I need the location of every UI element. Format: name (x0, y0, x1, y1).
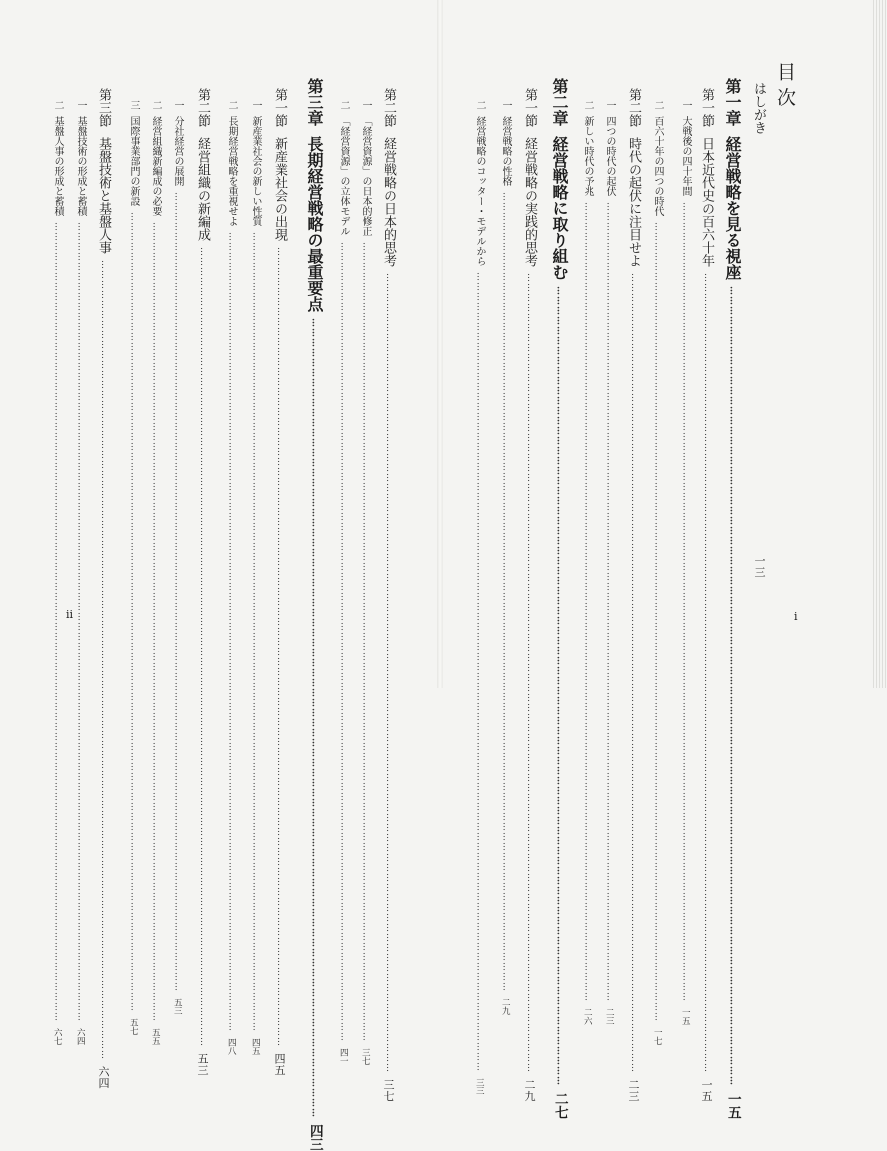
entry-label: 大戦後の四十年間 (680, 116, 691, 196)
entry-number: 一 (360, 100, 371, 110)
leader-dots: …………………………………………………………………………………………………………………………………………………………………………………………………………………… (554, 286, 565, 1086)
leader-dots: …………………………………………………………………………………………………………………………………………………………………………………………………………………… (150, 222, 161, 1022)
entry-page: 二三 (604, 1008, 615, 1025)
toc-entry (723, 78, 742, 1120)
entry-page: 六四 (75, 1028, 86, 1045)
entry-page: 四五 (273, 1053, 287, 1076)
toc-entry (150, 100, 161, 1045)
entry-label: 四つの時代の起伏 (604, 116, 615, 196)
entry-page: 六七 (52, 1028, 63, 1045)
entry-number: 第二章 (550, 78, 569, 126)
leader-dots: …………………………………………………………………………………………………………………………………………………………………………………………………………………… (702, 273, 712, 1073)
entry-number: 一 (500, 100, 511, 110)
entry-label: 時代の起伏に注目せよ (626, 137, 641, 267)
entry-number: 第一節 (272, 88, 287, 127)
entry-label: 経営戦略の日本的思考 (381, 137, 396, 267)
left-page (0, 0, 440, 688)
leader-dots: …………………………………………………………………………………………………………………………………………………………………………………………………………………… (474, 272, 485, 1072)
folio-right: i (794, 610, 798, 623)
entry-page: 五三 (172, 998, 183, 1015)
toc-entry (550, 78, 569, 1120)
toc-entry (52, 100, 63, 1045)
toc-entry (195, 88, 210, 1076)
leader-dots: …………………………………………………………………………………………………………………………………………………………………………………………………………………… (652, 222, 663, 1022)
entry-number: 二 (582, 100, 593, 110)
toc-entry (381, 88, 396, 1102)
book-gutter (437, 0, 443, 688)
entry-label: 長期経営戦略を重視せよ (226, 116, 237, 226)
toc-entry (75, 100, 86, 1045)
toc-entry (360, 100, 371, 1065)
leader-dots: …………………………………………………………………………………………………………………………………………………………………………………………………………………… (338, 242, 349, 1042)
entry-page: 一五 (700, 1079, 714, 1102)
entry-label: 国際事業部門の新設 (128, 116, 139, 206)
toc-entry (128, 100, 139, 1035)
entry-page: 一五 (680, 1008, 691, 1025)
entry-number: 二 (52, 100, 63, 110)
entry-page: 四一 (338, 1048, 349, 1065)
toc-entry (272, 88, 287, 1076)
entry-label: 長期経営戦略の最重要点 (305, 136, 324, 312)
entry-number: 二 (474, 100, 485, 110)
entry-label: はしがき (751, 82, 766, 134)
leader-dots: …………………………………………………………………………………………………………………………………………………………………………………………………………………… (384, 273, 394, 1073)
toc-entry (474, 100, 485, 1095)
entry-page: 四三 (306, 1124, 323, 1151)
entry-label: 基盤人事の形成と蓄積 (52, 116, 63, 216)
entry-number: 二 (652, 100, 663, 110)
entry-page: 六四 (97, 1066, 111, 1089)
entry-label: 新しい時代の予兆 (582, 116, 593, 196)
toc-entry (96, 88, 111, 1089)
leader-dots: …………………………………………………………………………………………………………………………………………………………………………………………………………………… (309, 318, 320, 1118)
entry-label: 経営組織新編成の必要 (150, 116, 161, 216)
toc-entry (250, 100, 261, 1055)
leader-dots: …………………………………………………………………………………………………………………………………………………………………………………………………………………… (52, 222, 63, 1022)
entry-number: 一 (75, 100, 86, 110)
toc-entry (604, 100, 615, 1025)
entry-page: 一五 (724, 1092, 741, 1120)
leader-dots: …………………………………………………………………………………………………………………………………………………………………………………………………………………… (500, 192, 511, 992)
toc-entry (699, 88, 714, 1102)
leader-dots: …………………………………………………………………………………………………………………………………………………………………………………………………………………… (250, 232, 261, 1032)
entry-page: 二七 (551, 1092, 568, 1120)
entry-number: 二 (226, 100, 237, 110)
entry-page: 三三 (474, 1078, 485, 1095)
entry-page: 一七 (652, 1028, 663, 1045)
entry-page: 三七 (360, 1048, 371, 1065)
entry-label: 経営戦略の実践的思考 (522, 137, 537, 267)
leader-dots: …………………………………………………………………………………………………………………………………………………………………………………………………………………… (727, 286, 738, 1086)
entry-label: 「経営資源」の立体モデル (338, 116, 349, 236)
entry-page: 五五 (150, 1028, 161, 1045)
entry-number: 第三節 (96, 88, 111, 127)
leader-dots: …………………………………………………………………………………………………………………………………………………………………………………………………………………… (604, 202, 615, 1002)
toc-entry (680, 100, 691, 1025)
toc-entry (582, 100, 593, 1025)
toc-entry (172, 100, 183, 1015)
entry-label: 新産業社会の出現 (272, 137, 287, 241)
leader-dots: …………………………………………………………………………………………………………………………………………………………………………………………………………………… (629, 273, 639, 1073)
leader-dots: …………………………………………………………………………………………………………………………………………………………………………………………………………………… (99, 260, 109, 1060)
entry-number: 一 (250, 100, 261, 110)
toc-entry (338, 100, 349, 1065)
entry-number: 三 (128, 100, 139, 110)
toc-entry (226, 100, 237, 1055)
entry-number: 第一節 (522, 88, 537, 127)
leader-dots: …………………………………………………………………………………………………………………………………………………………………………………………………………………… (172, 192, 183, 992)
entry-label: 新産業社会の新しい性質 (250, 116, 261, 226)
entry-label: 経営戦略の性格 (500, 116, 511, 186)
leader-dots: …………………………………………………………………………………………………………………………………………………………………………………………………………………… (226, 232, 237, 1032)
toc-entry-preface (752, 82, 765, 577)
entry-label: 経営戦略に取り組む (550, 136, 569, 280)
leader-dots: …………………………………………………………………………………………………………………………………………………………………………………………………………………… (128, 212, 139, 1012)
entry-label: 経営組織の新編成 (195, 137, 210, 241)
toc-entry (626, 88, 641, 1102)
leader-dots: …………………………………………………………………………………………………………………………………………………………………………………………………………………… (582, 202, 593, 1002)
entry-page: 五三 (196, 1053, 210, 1076)
entry-label: 経営戦略のコッター・モデルから (474, 116, 485, 266)
entry-number: 第一節 (699, 88, 714, 127)
entry-page: 四五 (250, 1038, 261, 1055)
toc-entry (305, 78, 324, 1151)
leader-dots: …………………………………………………………………………………………………………………………………………………………………………………………………………………… (198, 247, 208, 1047)
leader-dots: …………………………………………………………………………………………………………………………………………………………………………………………………………………… (275, 247, 285, 1047)
entry-number: 第三章 (305, 78, 324, 126)
entry-page: 三七 (382, 1079, 396, 1102)
entry-page: 二九 (500, 998, 511, 1015)
entry-page: 二九 (523, 1079, 537, 1102)
entry-number: 一 (680, 100, 691, 110)
entry-label: 百六十年の四つの時代 (652, 116, 663, 216)
entry-page: 一三 (753, 554, 766, 577)
entry-label: 経営戦略を見る視座 (723, 136, 742, 280)
entry-page: 五七 (128, 1018, 139, 1035)
entry-label: 「経営資源」の日本的修正 (360, 116, 371, 236)
entry-number: 第二節 (381, 88, 396, 127)
entry-number: 一 (172, 100, 183, 110)
toc-entry (652, 100, 663, 1045)
entry-number: 二 (338, 100, 349, 110)
entry-label: 基盤技術の形成と蓄積 (75, 116, 86, 216)
entry-number: 一 (604, 100, 615, 110)
leader-dots: …………………………………………………………………………………………………………………………………………………………………………………………………………………… (680, 202, 691, 1002)
entry-number: 二 (150, 100, 161, 110)
entry-label: 日本近代史の百六十年 (699, 137, 714, 267)
entry-number: 第二節 (626, 88, 641, 127)
page-edge (871, 0, 887, 688)
entry-label: 分社経営の展開 (172, 116, 183, 186)
entry-page: 二六 (582, 1008, 593, 1025)
entry-page: 四八 (226, 1038, 237, 1055)
toc-title: 目 次 (774, 62, 796, 107)
folio-left: ii (66, 608, 74, 621)
leader-dots: …………………………………………………………………………………………………………………………………………………………………………………………………………………… (75, 222, 86, 1022)
entry-label: 基盤技術と基盤人事 (96, 137, 111, 254)
toc-entry (522, 88, 537, 1102)
entry-page: 二三 (627, 1079, 641, 1102)
entry-number: 第二節 (195, 88, 210, 127)
entry-number: 第一章 (723, 78, 742, 126)
leader-dots: …………………………………………………………………………………………………………………………………………………………………………………………………………………… (360, 242, 371, 1042)
toc-entry (500, 100, 511, 1015)
leader-dots: …………………………………………………………………………………………………………………………………………………………………………………………………………………… (525, 273, 535, 1073)
